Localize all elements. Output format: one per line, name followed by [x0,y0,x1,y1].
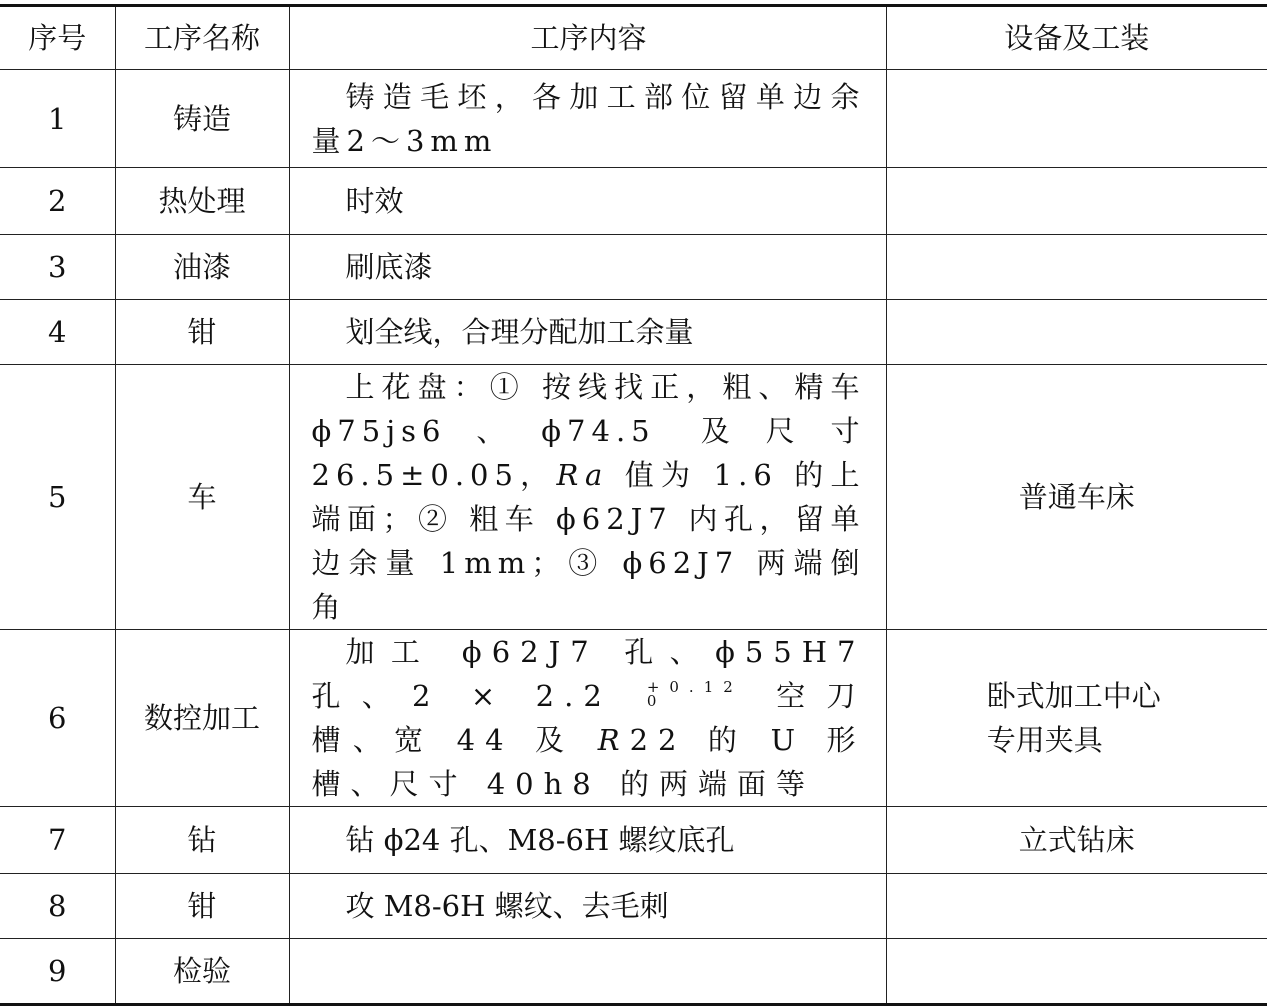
cell-equipment [886,70,1267,168]
cell-content: 钻 ϕ24 孔、M8-6H 螺纹底孔 [289,807,886,874]
cell-name: 检验 [115,939,289,1005]
table-row [0,168,1267,235]
cell-name: 钳 [115,300,289,365]
cell-name: 热处理 [115,168,289,235]
ra-symbol: Ra [556,458,609,492]
table-row [0,300,1267,365]
header-no: 序号 [0,6,115,70]
table-row [0,939,1267,1005]
cell-equipment: 立式钻床 [886,807,1267,874]
cell-content: 刷底漆 [289,235,886,300]
table-row [0,365,1267,630]
table-row [0,874,1267,939]
content-text: 22 的 U 形槽、尺寸 40h8 的两端面等 [311,723,866,801]
cell-content [289,630,886,807]
cell-no: 7 [0,807,115,874]
cell-name: 钻 [115,807,289,874]
cell-no: 2 [0,168,115,235]
cell-equipment: 普通车床 [886,365,1267,630]
r-symbol: R [597,723,630,757]
equipment-text: 卧式加工中心专用夹具 [986,679,1161,757]
cell-no: 1 [0,70,115,168]
cell-no: 4 [0,300,115,365]
header-name: 工序名称 [115,6,289,70]
cell-name: 钳 [115,874,289,939]
table-row [0,70,1267,168]
cell-name: 铸造 [115,70,289,168]
cell-equipment [886,630,1267,807]
cell-content: 时效 [289,168,886,235]
table-row [0,807,1267,874]
tolerance [613,680,743,708]
cell-no: 3 [0,235,115,300]
content-text: 空刀槽、宽 44 及 [311,679,866,757]
cell-no: 6 [0,630,115,807]
table-row [0,235,1267,300]
content-text: 值为 1.6 的上端面；② 粗车 ϕ62J7 内孔，留单边余量 1mm；③ ϕ62J7 两端倒角 [311,458,866,624]
cell-content: 攻 M8-6H 螺纹、去毛刺 [289,874,886,939]
tolerance-upper: +0.12 [646,678,743,696]
cell-content: 铸造毛坯，各加工部位留单边余量2～3mm [289,70,886,168]
cell-equipment [886,235,1267,300]
table-row [0,630,1267,807]
cell-equipment [886,939,1267,1005]
cell-no: 8 [0,874,115,939]
cell-equipment [886,300,1267,365]
cell-name: 车 [115,365,289,630]
cell-equipment [886,874,1267,939]
content-text: 上花盘：① 按线找正，粗、精车 ϕ75js6、ϕ74.5 及尺寸 26.5±0.05， [311,370,866,492]
cell-equipment [886,168,1267,235]
cell-content [289,365,886,630]
cell-name: 数控加工 [115,630,289,807]
header-row [0,6,1267,70]
content-text: 加工 ϕ62J7 孔、ϕ55H7 孔、2 × 2.2 [311,635,866,713]
tolerance-lower: 0 [646,692,667,710]
header-equipment: 设备及工装 [886,6,1267,70]
cell-no: 5 [0,365,115,630]
header-content: 工序内容 [289,6,886,70]
cell-content: 划全线，合理分配加工余量 [289,300,886,365]
process-table [0,4,1267,1006]
cell-name: 油漆 [115,235,289,300]
cell-no: 9 [0,939,115,1005]
cell-content [289,939,886,1005]
